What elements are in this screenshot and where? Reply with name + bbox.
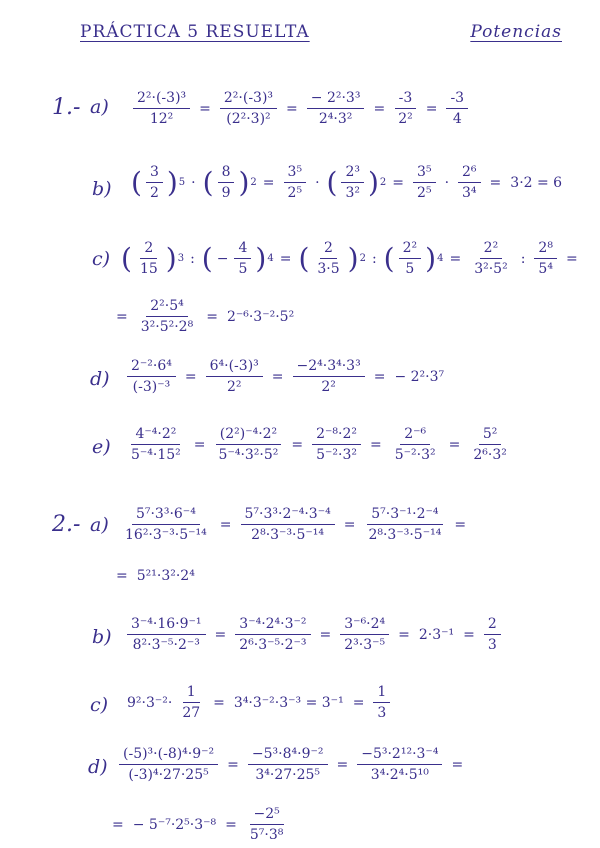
item-2d-equation-line1: $\frac{\text{(-5)³·(-8)⁴·9⁻²}}{\text{(-3)⁴·27·25⁵}}$ = $\frac{\text{−5³·8⁴·9⁻²}}{\text{3⁴·27·25⁵}}$ = $\frac{\text{−5³·2¹²·3⁻⁴}}{\text{3⁴·2⁴·5¹⁰}}$ =: [116, 746, 469, 783]
fraction: $\frac{\text{(-5)³·(-8)⁴·9⁻²}}{\text{(-3)⁴·27·25⁵}}$: [119, 746, 218, 783]
fraction: $\frac{\text{− 2²·3³}}{\text{2⁴·3²}}$: [307, 90, 365, 127]
item-2d-label: d): [88, 756, 108, 778]
fraction: 2³ 3²: [341, 164, 364, 201]
fraction: $\frac{\text{−2⁵}}{\text{5⁷·3⁸}}$: [249, 806, 284, 844]
item-2c-label: c): [90, 694, 109, 716]
fraction: $\frac{\text{6⁴·(-3)³}}{\text{2²}}$: [206, 358, 263, 395]
fraction: 2² 5: [399, 240, 422, 277]
fraction: $\frac{\text{3⁻⁴·16·9⁻¹}}{\text{8²·3⁻⁵·2⁻³}}$: [127, 616, 206, 653]
item-1d-equation: $\frac{\text{2⁻²·6⁴}}{\text{(-3)⁻³}}$ = $\frac{\text{6⁴·(-3)³}}{\text{2²}}$ = $\frac{\text{−2⁴·3⁴·3³}}{\text{2²}}$ = − 2²·3⁷: [124, 358, 447, 395]
result: − 2²·3⁷: [394, 368, 445, 385]
fraction: $\frac{\text{5²}}{\text{2⁶·3²}}$: [473, 426, 507, 464]
fraction: $\frac{\text{2⁶}}{\text{3⁴}}$: [458, 164, 481, 201]
fraction: $\frac{\text{2²·5⁴}}{\text{3²·5²·2⁸}}$: [140, 298, 194, 336]
item-2a-equation-line1: $\frac{\text{5⁷·3³·6⁻⁴}}{\text{16²·3⁻³·5⁻¹⁴}}$ = $\frac{\text{5⁷·3³·2⁻⁴·3⁻⁴}}{\text{2⁸·3⁻³·5⁻¹⁴}}$ = $\frac{\text{5⁷·3⁻¹·2⁻⁴}}{\text{2⁸·3⁻³·5⁻¹⁴}}$ =: [118, 506, 472, 543]
item-1d-label: d): [90, 368, 110, 390]
exercise-2-number: 2.-: [52, 512, 81, 537]
item-1b-equation: ( 3 2 ) 5 · ( 8 9 ) 2 = $\frac{\text{3⁵}}{\text{2⁵}}$ · ( 2³ 3² ) 2 = $\frac{\text{3⁵}}{\text{2⁵}}$ · $\frac{\text{2⁶}}{\text{3⁴}}$ = 3·2 = 6: [131, 164, 563, 202]
item-1c-label: c): [92, 248, 111, 270]
fraction: $\frac{\text{2⁸}}{\text{5⁴}}$: [534, 240, 557, 277]
item-2b-label: b): [92, 626, 112, 648]
item-1b-label: b): [92, 178, 112, 200]
fraction: 3 2: [146, 164, 163, 201]
fraction: $\frac{2}{3}$: [484, 616, 501, 653]
fraction: $\frac{\text{3⁻⁴·2⁴·3⁻²}}{\text{2⁶·3⁻⁵·2⁻³}}$: [235, 616, 310, 653]
fraction: $\frac{\text{2²·(-3)³}}{\text{12²}}$: [133, 90, 190, 127]
fraction: $\frac{\text{−2⁴·3⁴·3³}}{\text{2²}}$: [293, 358, 365, 395]
result: 5²¹·3²·2⁴: [136, 568, 195, 584]
fraction: $\frac{1}{27}$: [182, 684, 201, 722]
fraction: $\frac{\text{−5³·2¹²·3⁻⁴}}{\text{3⁴·2⁴·5¹⁰}}$: [357, 746, 442, 783]
result: − 5⁻⁷·2⁵·3⁻⁸: [132, 816, 217, 833]
fraction: $\frac{\text{4⁻⁴·2²}}{\text{5⁻⁴·15²}}$: [131, 426, 181, 464]
fraction: $\frac{\text{5⁷·3⁻¹·2⁻⁴}}{\text{2⁸·3⁻³·5⁻¹⁴}}$: [368, 506, 442, 544]
fraction: $\frac{\text{−5³·8⁴·9⁻²}}{\text{3⁴·27·25⁵}}$: [248, 746, 328, 783]
fraction: $\frac{-3}{4}$: [446, 90, 468, 127]
item-1c-equation-line2: = $\frac{\text{2²·5⁴}}{\text{3²·5²·2⁸}}$ = 2⁻⁶·3⁻²·5²: [116, 298, 295, 336]
page-title: PRÁCTICA 5 RESUELTA: [80, 22, 310, 42]
item-2c-equation: 9²·3⁻²· $\frac{1}{27}$ = 3⁴·3⁻²·3⁻³ = 3⁻¹ = $\frac{1}{3}$: [124, 684, 393, 721]
fraction: $\frac{\text{2²}}{\text{3²·5²}}$: [474, 240, 508, 278]
fraction: $\frac{-3}{\text{2²}}$: [394, 90, 417, 127]
item-2a-label: a): [90, 514, 109, 536]
fraction: $\frac{\text{3⁻⁶·2⁴}}{\text{2³·3⁻⁵}}$: [340, 616, 389, 653]
item-2a-equation-line2: = 5²¹·3²·2⁴: [116, 568, 195, 584]
fraction: $\frac{4}{5}$: [234, 240, 251, 277]
topic-label: Potencias: [470, 22, 562, 42]
fraction: $\frac{\text{3⁵}}{\text{2⁵}}$: [284, 164, 307, 201]
fraction: 2 15: [139, 240, 158, 278]
fraction: 2 3·5: [317, 240, 340, 278]
exercise-1-number: 1.-: [52, 95, 81, 120]
fraction: $\frac{\text{2⁻⁸·2²}}{\text{5⁻²·3²}}$: [312, 426, 361, 463]
item-1a-label: a): [90, 96, 109, 118]
result: 3·2 = 6: [510, 174, 563, 191]
fraction: $\frac{1}{3}$: [373, 684, 390, 721]
fraction: $\frac{\text{2⁻²·6⁴}}{\text{(-3)⁻³}}$: [127, 358, 176, 395]
item-1e-equation: $\frac{\text{4⁻⁴·2²}}{\text{5⁻⁴·15²}}$ = $\frac{\text{(2²)⁻⁴·2²}}{\text{5⁻⁴·3²·5²}}$ = $\frac{\text{2⁻⁸·2²}}{\text{5⁻²·3²}}$ = $\frac{\text{2⁻⁶}}{\text{5⁻²·3²}}$ = $\frac{\text{5²}}{\text{2⁶·3²}}$: [124, 426, 514, 463]
fraction: $\frac{\text{2⁻⁶}}{\text{5⁻²·3²}}$: [394, 426, 436, 464]
item-1a-equation: $\frac{\text{2²·(-3)³}}{\text{12²}}$ = $\frac{\text{2²·(-3)³}}{\text{(2²·3)²}}$ = $\frac{\text{− 2²·3³}}{\text{2⁴·3²}}$ = $\frac{-3}{\text{2²}}$ = $\frac{-3}{4}$: [130, 90, 471, 127]
item-1e-label: e): [92, 436, 111, 458]
fraction: $\frac{\text{5⁷·3³·6⁻⁴}}{\text{16²·3⁻³·5⁻¹⁴}}$: [125, 506, 207, 544]
fraction: $\frac{\text{(2²)⁻⁴·2²}}{\text{5⁻⁴·3²·5²}}$: [215, 426, 283, 463]
fraction: $\frac{\text{3⁵}}{\text{2⁵}}$: [413, 164, 436, 201]
fraction: 8 9: [218, 164, 235, 201]
fraction: $\frac{\text{5⁷·3³·2⁻⁴·3⁻⁴}}{\text{2⁸·3⁻³·5⁻¹⁴}}$: [241, 506, 335, 543]
result: 2⁻⁶·3⁻²·5²: [226, 308, 295, 325]
item-1c-equation-line1: ( 2 15 ) 3 : ( − $\frac{4}{5}$ ) 4 = ( 2 3·5 ) 2 : ( 2² 5 ) 4 = $\frac{\text{2²}}{\text{3²·5²}}$ : $\frac{\text{2⁸}}{\text{5⁴}}$ =: [121, 240, 578, 278]
item-2b-equation: $\frac{\text{3⁻⁴·16·9⁻¹}}{\text{8²·3⁻⁵·2⁻³}}$ = $\frac{\text{3⁻⁴·2⁴·3⁻²}}{\text{2⁶·3⁻⁵·2⁻³}}$ = $\frac{\text{3⁻⁶·2⁴}}{\text{2³·3⁻⁵}}$ = 2·3⁻¹ = $\frac{2}{3}$: [124, 616, 504, 653]
fraction: $\frac{\text{2²·(-3)³}}{\text{(2²·3)²}}$: [220, 90, 277, 127]
item-2d-equation-line2: = − 5⁻⁷·2⁵·3⁻⁸ = $\frac{\text{−2⁵}}{\text{5⁷·3⁸}}$: [106, 806, 290, 843]
